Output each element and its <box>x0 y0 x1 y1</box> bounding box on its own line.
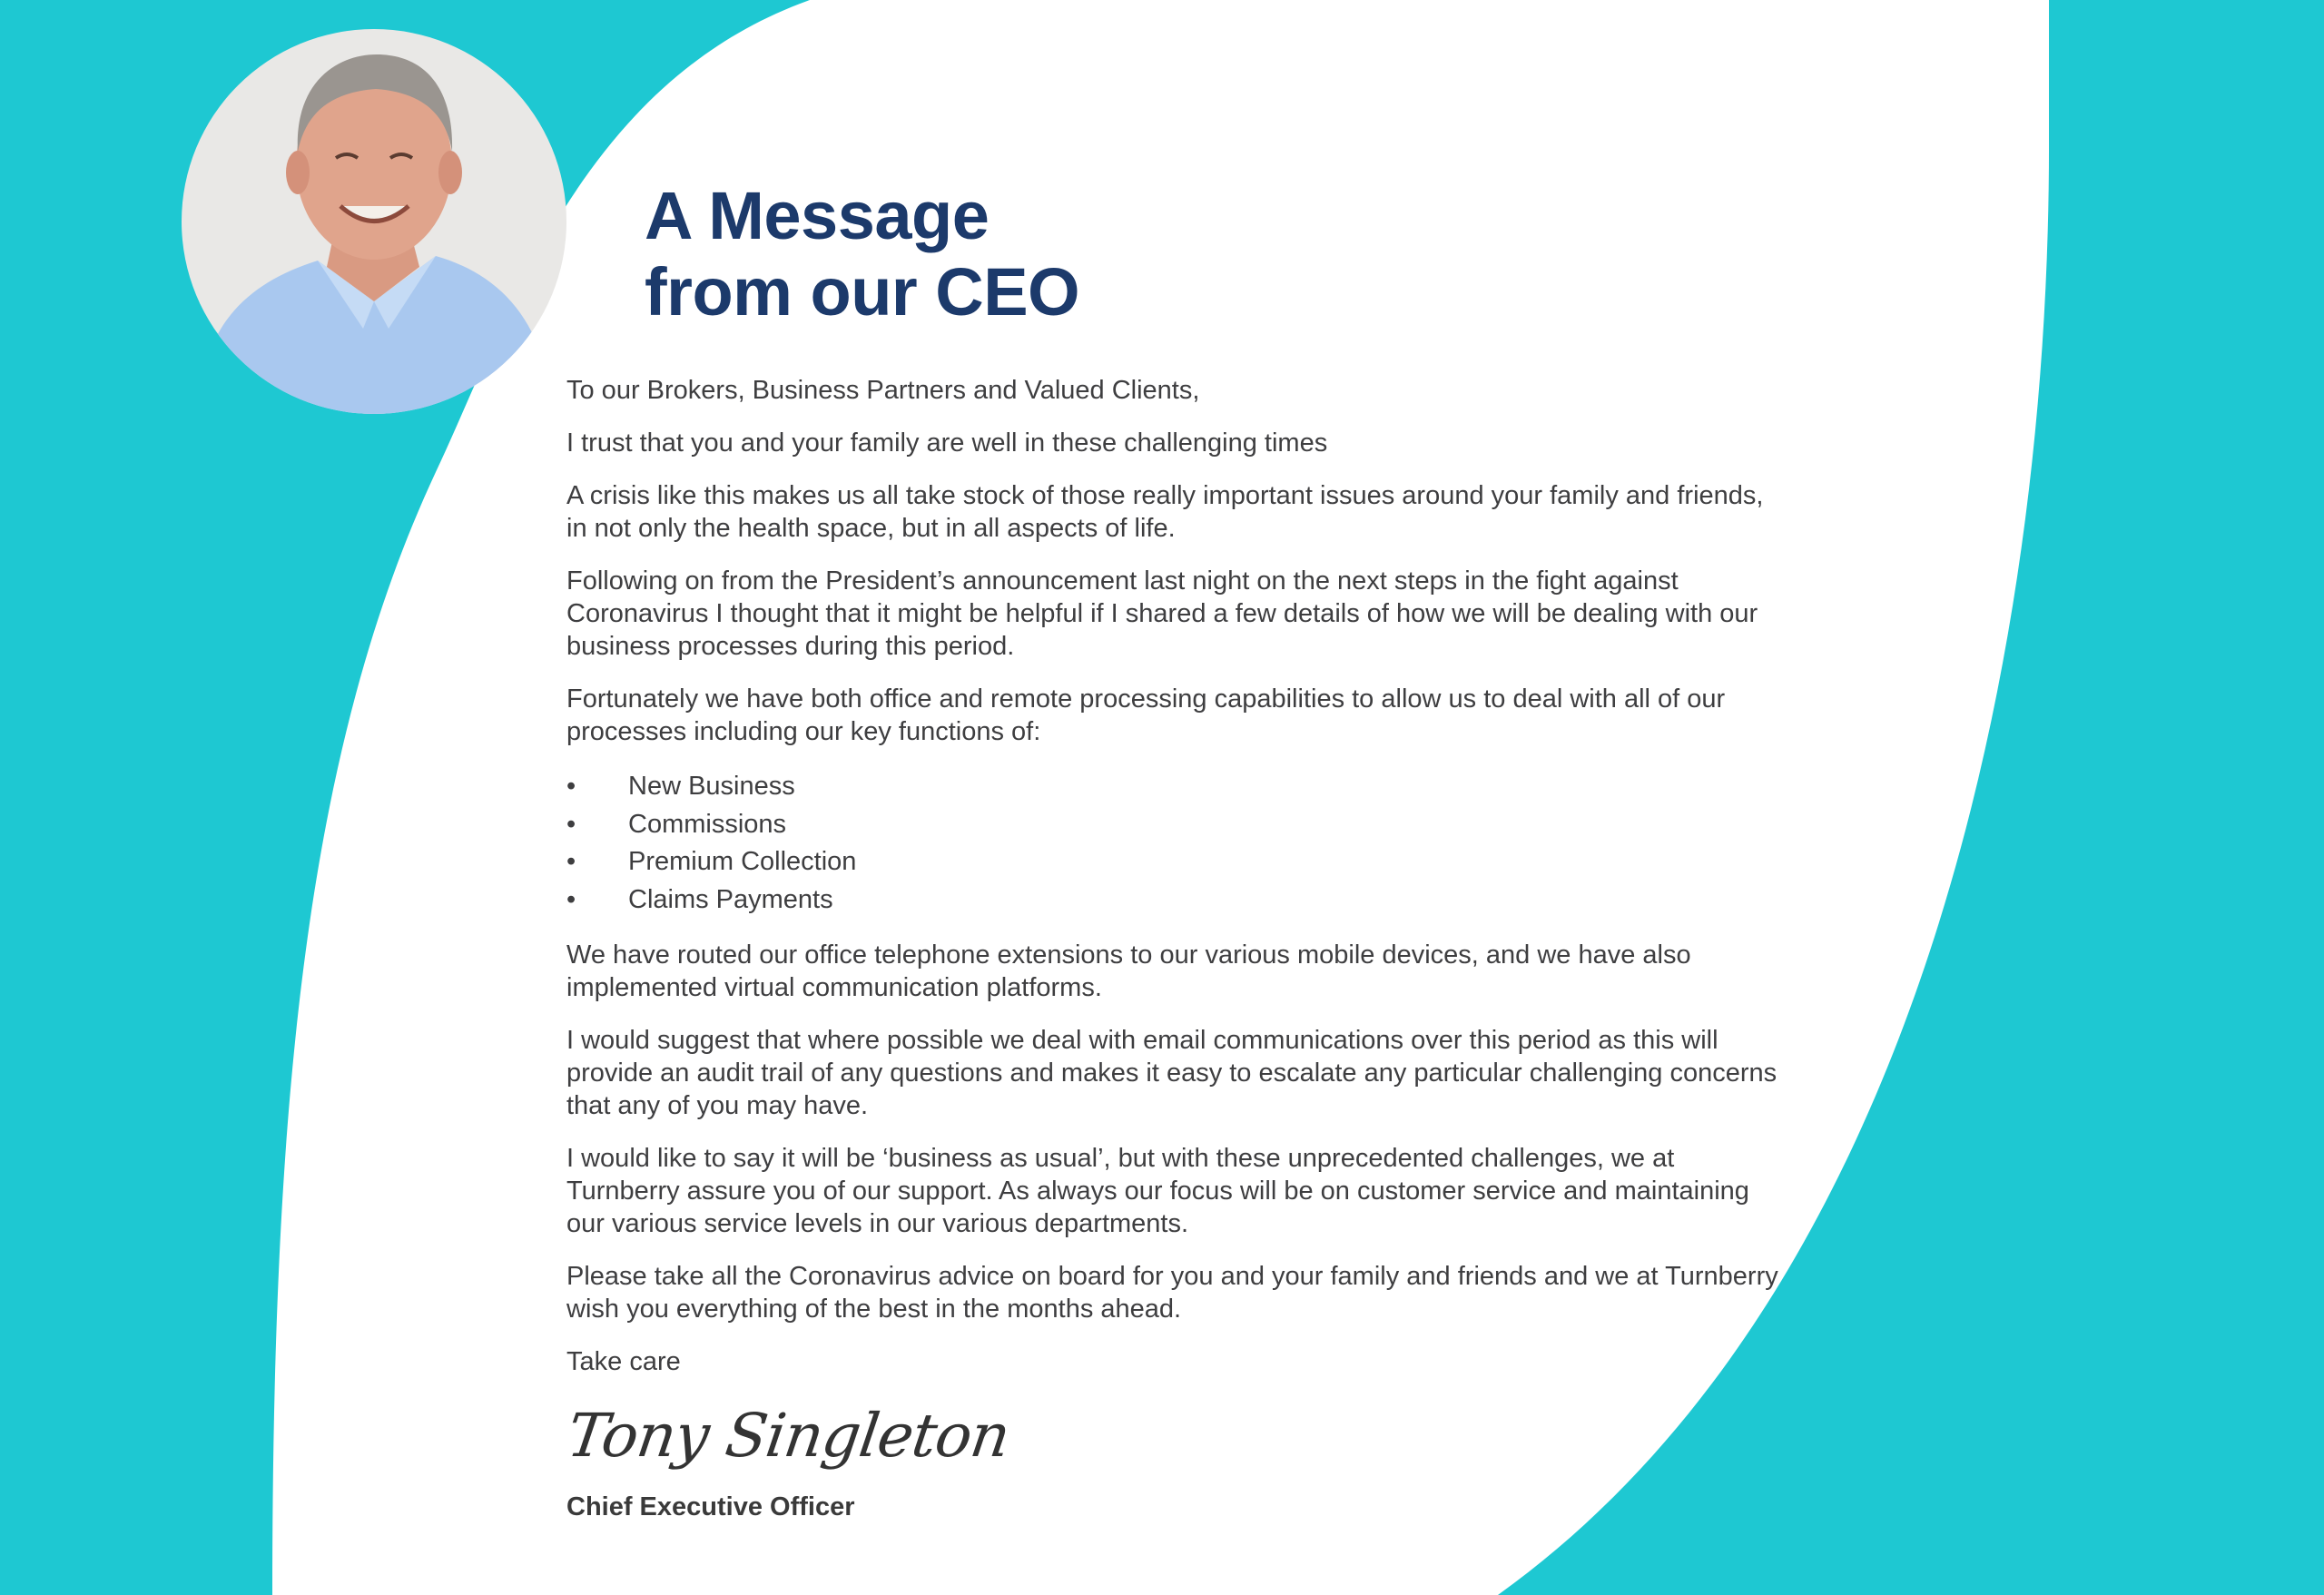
handwritten-signature: Tony Singleton <box>563 1401 1014 1471</box>
paragraph: Fortunately we have both office and remote processing capabilities to allow us to deal with all of our processes including our key functions of: <box>566 684 1726 746</box>
list-item-label: Commissions <box>628 809 787 839</box>
list-item-label: Claims Payments <box>628 884 833 914</box>
list-item <box>566 806 1783 844</box>
ceo-portrait <box>182 29 566 414</box>
bullet-icon: • <box>566 884 576 914</box>
letter-body <box>566 374 1783 1398</box>
paragraph: We have routed our office telephone extensions to our various mobile devices, and we have also implemented virtual communication platforms. <box>566 940 1691 1002</box>
paragraph: A crisis like this makes us all take stock of those really important issues around your family and friends, in not only the health space, but in all aspects of life. <box>566 481 1764 543</box>
paragraph: I trust that you and your family are well in these challenging times <box>566 428 1328 458</box>
list-item <box>566 768 1783 806</box>
list-item <box>566 843 1783 881</box>
title-line-2: from our CEO <box>645 254 1080 330</box>
ceo-portrait-photo-icon <box>182 29 566 414</box>
paragraph: I would suggest that where possible we deal with email communications over this period as this will provide an audit trail of any questions and makes it easy to escalate any particular challenging concerns that any of you may have. <box>566 1026 1777 1120</box>
key-functions-list <box>566 768 1783 919</box>
sign-off: Take care <box>566 1347 681 1376</box>
list-item-label: Premium Collection <box>628 847 857 876</box>
bullet-icon: • <box>566 847 576 876</box>
list-item <box>566 881 1783 920</box>
paragraph: I would like to say it will be ‘business as usual’, but with these unprecedented challenges, we at Turnberry assure you of our support. As always our focus will be on customer service and maintaining our various service levels in our various departments. <box>566 1144 1749 1238</box>
page-title <box>645 178 1079 330</box>
paragraph: Following on from the President’s announcement last night on the next steps in the fight against Coronavirus I thought that it might be helpful if I shared a few details of how we will be dealing with our business processes during this period. <box>566 566 1758 661</box>
title-line-1: A Message <box>645 178 990 253</box>
signatory-title: Chief Executive Officer <box>566 1492 855 1521</box>
bullet-icon: • <box>566 809 576 839</box>
list-item-label: New Business <box>628 772 795 801</box>
paragraph: Please take all the Coronavirus advice on board for you and your family and friends and we at Turnberry wish you everything of the best in the months ahead. <box>566 1262 1778 1324</box>
salutation: To our Brokers, Business Partners and Valued Clients, <box>566 376 1200 405</box>
bullet-icon: • <box>566 772 576 801</box>
